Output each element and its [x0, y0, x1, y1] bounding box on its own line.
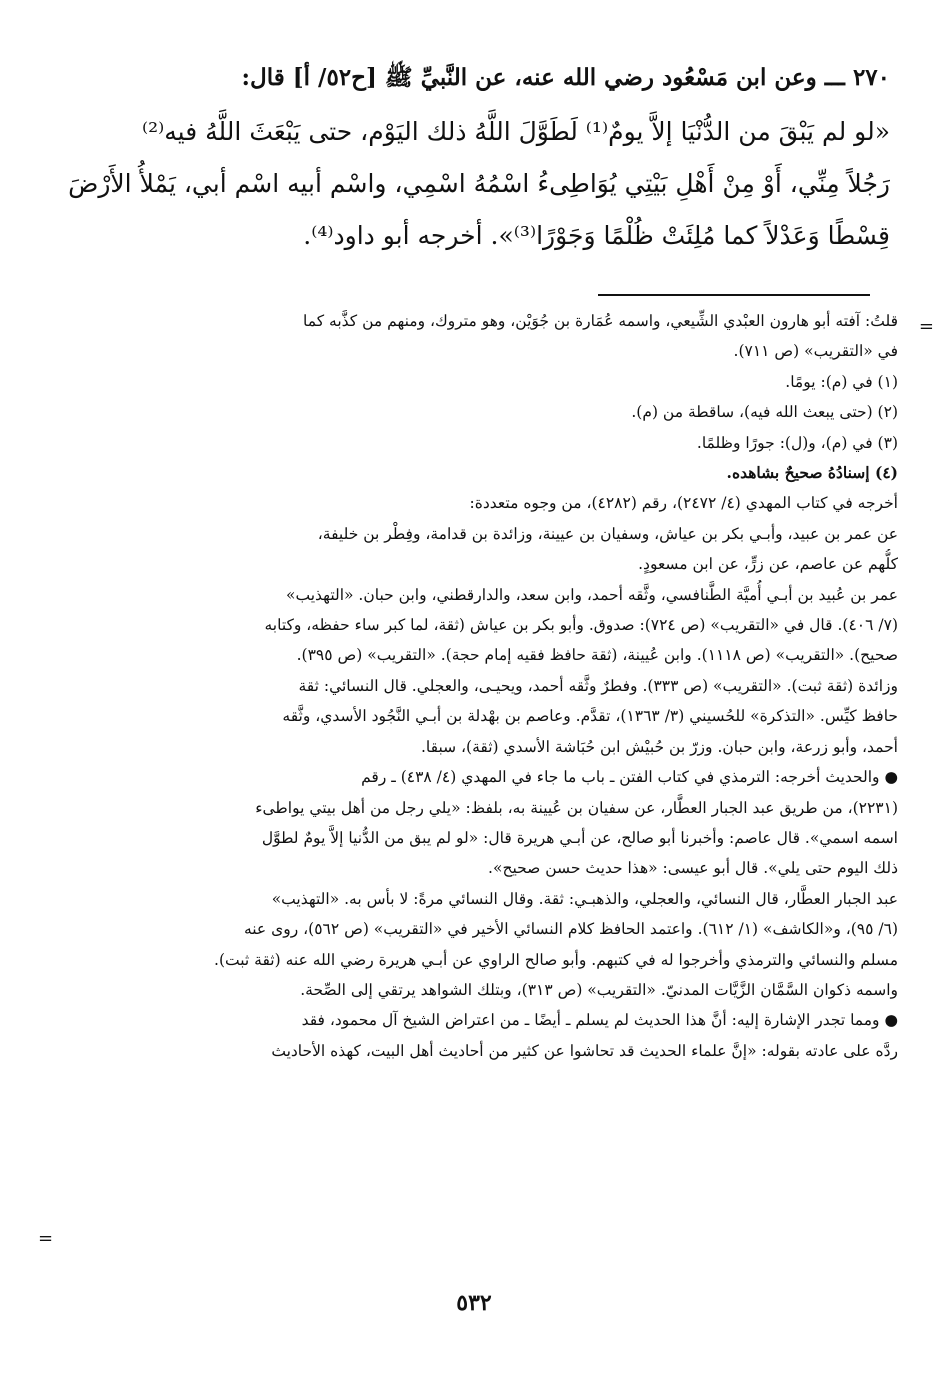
footnote-separator [598, 294, 870, 296]
continuation-mark-top: = [918, 316, 934, 337]
footnote-line: عبد الجبار العطَّار، قال النسائي، والعجلي، والذهبـي: ثقة. وقال النسائي مرةً: لا بأس به. «التهذيب» [271, 889, 898, 908]
footnote-line: (٢) (حتى يبعث الله فيه)، ساقطة من (م). [631, 403, 898, 422]
footnote-line: (٣) في (م)، و(ل): جورًا وظلمًا. [696, 433, 898, 452]
hadith-line: «لو لم يَبْقَ من الدُّنْيَا إلاَّ يومٌ⁽¹⁾ لَطَوَّلَ اللَّهُ ذلك اليَوْم، حتى يَبْعَثَ اللَّهُ فيه⁽²⁾ [141, 117, 890, 146]
footnote-line: صحيح). «التقريب» (ص ١١١٨). وابن عُيينة، (ثقة حافظ فقيه إمام حجة). «التقريب» (ص ٣٩٥). [296, 646, 898, 665]
footnote-line: ● والحديث أخرجه: الترمذي في كتاب الفتن ـ باب ما جاء في المهدي (٤/ ٤٣٨) ـ رقم [361, 768, 898, 787]
footnote-line: (١) في (م): يومًا. [785, 372, 898, 391]
footnote-line: واسمه ذكوان السَّمَّان الزَّيَّات المدنيّ. «التقريب» (ص ٣١٣)، وبتلك الشواهد يرتقي إلى الصِّحة. [300, 980, 898, 999]
footnote-line: (٧/ ٤٠٦). قال في «التقريب» (ص ٧٢٤): صدوق. وأبو بكر بن عياش (ثقة، لما كبر ساء حفظه، وكتابه [264, 616, 898, 635]
footnote-line: مسلم والنسائي والترمذي وأخرجوا له في كتبهم. وأبو صالح الراوي عن أبـي هريرة رضي الله عنه (ثقة ثبت). [214, 950, 898, 969]
footnote-line: أخرجه في كتاب المهدي (٤/ ٢٤٧٢)، رقم (٤٢٨٢)، من وجوه متعددة: [469, 494, 898, 513]
footnotes-block [46, 306, 898, 1066]
footnote-line: حافظ كيِّس. «التذكرة» للحُسيني (٣/ ١٣٦٣)، تقدَّم. وعاصم بن بهْدلة بن أبـي النَّجُود الأسدي، وثَّقه [282, 707, 898, 726]
footnote-line: أحمد، وأبو زرعة، وابن حبان. وزرّ بن حُبيْش ابن حُبَاشة الأسدي (ثقة)، سبقا. [420, 737, 898, 756]
hadith-line: قِسْطًا وَعَدْلاً كما مُلِئَتْ ظُلْمًا وَجَوْرًا⁽³⁾». أخرجه أبو داود⁽⁴⁾. [303, 221, 890, 250]
page-number: ٥٣٢ [456, 1290, 492, 1316]
footnote-line: اسمه اسمي». قال عاصم: وأخبرنا أبو صالح، عن أبـي هريرة قال: «لو لم يبق من الدُّنيا إلاَّ يومٌ لطوَّل [261, 828, 898, 847]
footnote-line: (٢٢٣١)، من طريق عبد الجبار العطَّار، عن سفيان بن عُيينة به، بلفظ: «يلي رجل من أهل بيتي يواطىء [255, 798, 898, 817]
footnote-line: قلتُ: آفته أبو هارون العبْدي الشِّيعي، واسمه عُمَارة بن جُوَيْن، وهو متروك، ومنهم من كذَّبه كما [303, 312, 898, 330]
footnote-line: (٦/ ٩٥)، و«الكاشف» (١/ ٦١٢). واعتمد الحافظ كلام النسائي الأخير في «التقريب» (ص ٥٦٢)، روى عنه [243, 920, 898, 939]
footnote-line: (٤) إسنادُهُ صحيحٌ بشاهده. [726, 463, 898, 483]
footnote-line: عمر بن عُبيد بن أبـي أُميَّة الطَّنافسي، وثَّقه أحمد، وابن سعد، والدارقطني، وابن حبان. «التهذيب» [286, 585, 898, 604]
footnote-line: ذلك اليوم حتى يلي». قال أبو عيسى: «هذا حديث حسن صحيح». [488, 859, 898, 878]
hadith-line: رَجُلاً مِنِّي، أَوْ مِنْ أَهْلِ بَيْتِي يُوَاطِىءُ اسْمُهُ اسْمِي، واسْم أبيه اسْم أبي، يَمْلأُ الأَرْضَ [68, 169, 890, 198]
hadith-heading: ٢٧٠ ـــ وعن ابن مَسْعُود رضي الله عنه، عن النَّبيِّ ﷺ [ح٥٢/ أ] قال: [241, 64, 890, 91]
footnote-line: عن عمر بن عبيد، وأبـي بكر بن عياش، وسفيان بن عيينة، وزائدة بن قدامة، وفِطْر بن خليفة، [317, 524, 898, 543]
footnote-line: ردَّه على عادته بقوله: «إنَّ علماء الحديث قد تحاشوا عن كثير من أحاديث أهل البيت، كهذه الأحاديث [271, 1041, 898, 1060]
footnote-line: وزائدة (ثقة ثبت). «التقريب» (ص ٣٣٣). وفطرٌ وثَّقه أحمد، ويحيـى، والعجلي. قال النسائي: ثقة [298, 676, 898, 695]
footnote-line: ● ومما تجدر الإشارة إليه: أنَّ هذا الحديث لم يسلم ـ أيضًا ـ من اعتراض الشيخ آل محمود، فقد [301, 1011, 898, 1030]
footnote-line: كلُّهم عن عاصم، عن زرٍّ، عن ابن مسعودٍ. [638, 555, 898, 574]
hadith-main-text [50, 58, 890, 262]
footnote-line: في «التقريب» (ص ٧١١). [733, 342, 898, 361]
continuation-mark-bottom: = [38, 1228, 54, 1249]
